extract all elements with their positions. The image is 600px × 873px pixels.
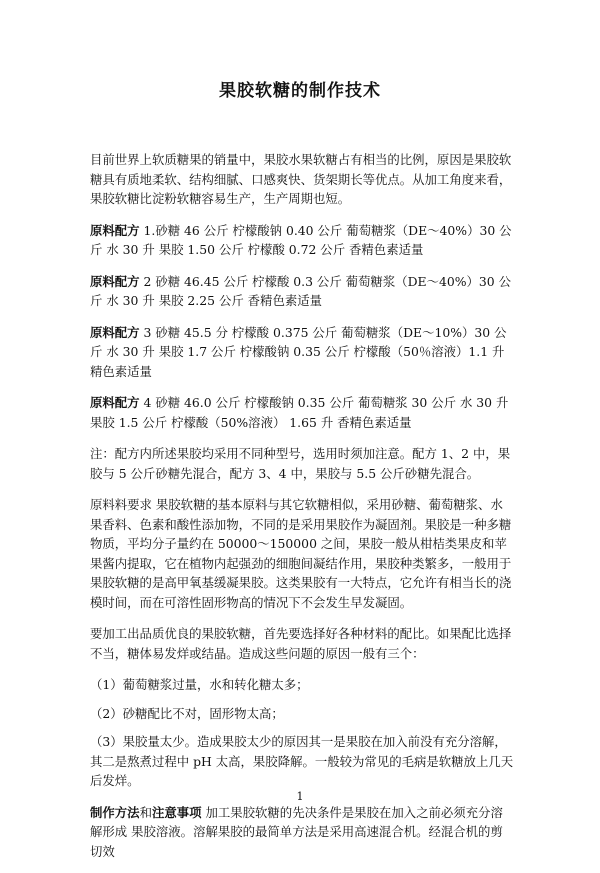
formula-paragraph-1 bbox=[90, 221, 515, 260]
method-label: 制作方法 bbox=[90, 804, 140, 820]
formula-label: 原料配方 bbox=[90, 395, 140, 410]
intro-paragraph: 目前世界上软质糖果的销量中，果胶水果软糖占有相当的比例，原因是果胶软糖具有质地柔软、结构细腻、口感爽快、货架期长等优点。从加工角度来看，果胶软糖比淀粉软糖容易生产，生产周期也短。 bbox=[90, 152, 512, 206]
formula-label: 原料配方 bbox=[90, 324, 140, 340]
formula-text: 4 砂糖 46.0 公斤 柠檬酸钠 0.35 公斤 葡萄糖浆 30 公斤 水 30 升 果胶 1.5 公斤 柠檬酸（50%溶液） 1.65 升 香精色素适量 bbox=[90, 395, 509, 430]
quality-intro-paragraph: 要加工出品质优良的果胶软糖，首先要选择好各种材料的配比。如果配比选择不当，糖体易发烊或结晶。造成这些问题的原因一般有三个： bbox=[90, 626, 512, 661]
cause-item-1: （1）葡萄糖浆过量，水和转化糖太多； bbox=[90, 677, 309, 692]
page-number: 1 bbox=[296, 790, 304, 803]
formula-paragraph-2 bbox=[90, 272, 515, 311]
requirements-paragraph: 原料料要求 果胶软糖的基本原料与其它软糖相似，采用砂糖、葡萄糖浆、水果香料、色素和酸性添加物，不同的是采用果胶作为凝固剂。果胶是一种多糖物质，平均分子量约在 50000～150000 之间，果胶一般从柑桔类果皮和苹果酱内提取，它在植物内起强劲的细胞间凝结作用，果胶种类繁多，一般用于果胶软糖的是高甲氧基缓凝果胶。这类果胶有一大特点，它允许有相当长的浇模时间，而在可溶性固形物高的情况下不会发生早发凝固。 bbox=[90, 497, 512, 610]
formula-label: 原料配方 bbox=[90, 273, 140, 289]
formula-paragraph-4 bbox=[90, 393, 515, 432]
formula-text: 1.砂糖 46 公斤 柠檬酸钠 0.40 公斤 葡萄糖浆（DE～40%）30 公斤 水 30 升 果胶 1.50 公斤 柠檬酸 0.72 公斤 香精色素适量 bbox=[90, 222, 512, 257]
method-text: 加工果胶软糖的先决条件是果胶在加入之前必须充分溶解形成 果胶溶液。溶解果胶的最简单方法是采用高速混合机。经混合机的剪切效 bbox=[90, 804, 503, 859]
formula-text: 2 砂糖 46.45 公斤 柠檬酸 0.3 公斤 葡萄糖浆（DE～40%）30 公斤 水 30 升 果胶 2.25 公斤 香精色素适量 bbox=[90, 273, 511, 308]
notes-label: 注意事项 bbox=[151, 804, 202, 820]
document-body bbox=[90, 150, 515, 873]
formula-label: 原料配方 bbox=[90, 222, 140, 238]
cause-item-2: （2）砂糖配比不对，固形物太高； bbox=[90, 705, 284, 721]
method-paragraph bbox=[90, 803, 515, 862]
note-paragraph: 注：配方内所述果胶均采用不同种型号，选用时须加注意。配方 1、2 中，果胶与 5 公斤砂糖先混合，配方 3、4 中，果胶与 5.5 公斤砂糖先混合。 bbox=[90, 446, 511, 481]
cause-item-3: （3）果胶量太少。造成果胶太少的原因其一是果胶在加入前没有充分溶解，其二是熬煮过程中 pH 太高，果胶降解。一般较为常见的毛病是软糖放上几天后发烊。 bbox=[90, 734, 514, 788]
formula-paragraph-3 bbox=[90, 323, 515, 382]
method-and: 和 bbox=[139, 804, 152, 820]
formula-text: 3 砂糖 45.5 分 柠檬酸 0.375 公斤 葡萄糖浆（DE～10%）30 公斤 水 30 升 果胶 1.7 公斤 柠檬酸钠 0.35 公斤 柠檬酸（50％溶液）1.1 升 精色素适量 bbox=[90, 324, 507, 379]
page-title: 果胶软糖的制作技术 bbox=[219, 81, 381, 101]
